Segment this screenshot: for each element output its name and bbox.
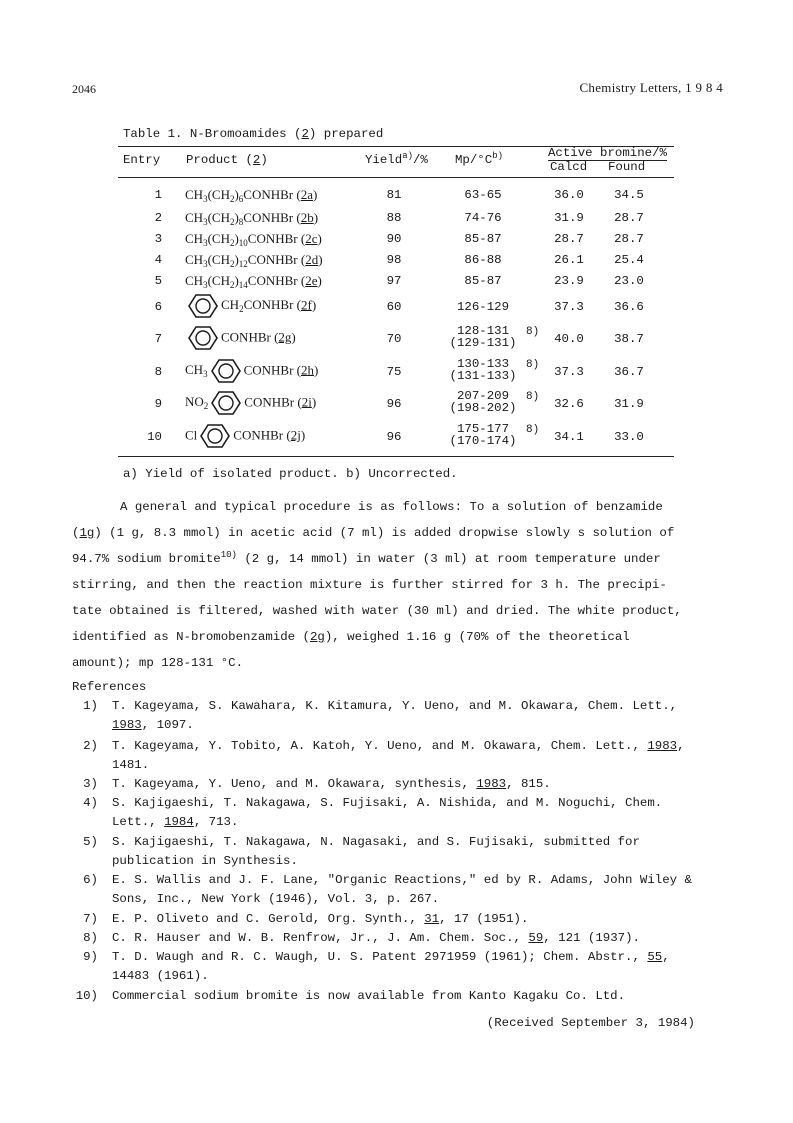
cell-calcd: 26.1 bbox=[554, 253, 584, 267]
reference-text: E. P. Oliveto and C. Gerold, Org. Synth., 31, 17 (1951). bbox=[112, 912, 529, 926]
cell-entry: 6 bbox=[154, 300, 162, 314]
reference-number: 2) bbox=[83, 739, 98, 753]
cell-found: 25.4 bbox=[614, 253, 644, 267]
reference-text: T. Kageyama, Y. Tobito, A. Katoh, Y. Ueno, and M. Okawara, Chem. Lett., 1983, 1481. bbox=[112, 739, 685, 772]
cell-calcd: 32.6 bbox=[554, 397, 584, 411]
cell-calcd: 34.1 bbox=[554, 430, 584, 444]
cell-mp: 85-87 bbox=[464, 274, 502, 288]
cell-found: 28.7 bbox=[614, 232, 644, 246]
cell-product: $NO_2$ CONHBr (2i) bbox=[185, 390, 316, 416]
benzene-ring-icon bbox=[185, 325, 221, 351]
cell-found: 33.0 bbox=[614, 430, 644, 444]
cell-mp: 74-76 bbox=[464, 211, 502, 225]
reference-number: 7) bbox=[83, 912, 98, 926]
page-number: 2046 bbox=[72, 82, 96, 96]
benzene-ring-icon bbox=[185, 293, 221, 319]
reference-number: 8) bbox=[83, 931, 98, 945]
reference-number: 4) bbox=[83, 796, 98, 810]
cell-entry: 8 bbox=[154, 365, 162, 379]
cell-entry: 10 bbox=[147, 430, 162, 444]
procedure-line-7: amount); mp 128-131 °C. bbox=[72, 656, 244, 670]
cell-product: CONHBr (2g) bbox=[185, 325, 296, 351]
table-header-rule bbox=[118, 177, 674, 178]
cell-entry: 9 bbox=[154, 397, 162, 411]
reference-number: 5) bbox=[83, 835, 98, 849]
table-bottom-rule bbox=[118, 456, 674, 457]
journal-header: Chemistry Letters, 1 9 8 4 bbox=[579, 80, 723, 95]
reference-number: 9) bbox=[83, 950, 98, 964]
cell-product: $CH_3(CH_2)_{12}CONHBr$ (2d) bbox=[185, 252, 323, 269]
cell-entry: 5 bbox=[154, 274, 162, 288]
received-date: (Received September 3, 1984) bbox=[486, 1016, 695, 1030]
reference-text: S. Kajigaeshi, T. Nakagawa, N. Nagasaki, and S. Fujisaki, submitted for publication in Synthesis. bbox=[112, 835, 640, 868]
cell-product: $CH_3$ CONHBr (2h) bbox=[185, 358, 318, 384]
procedure-line-5: tate obtained is filtered, washed with water (30 ml) and dried. The white product, bbox=[72, 604, 682, 618]
cell-entry: 2 bbox=[154, 211, 162, 225]
cell-yield: 97 bbox=[386, 274, 402, 288]
cell-calcd: 40.0 bbox=[554, 332, 584, 346]
cell-entry: 3 bbox=[154, 232, 162, 246]
reference-text: C. R. Hauser and W. B. Renfrow, Jr., J. Am. Chem. Soc., 59, 121 (1937). bbox=[112, 931, 640, 945]
cell-mp: 175-177 (170-174) 8) bbox=[449, 422, 540, 448]
header-yield: Yield$^{a)}$/% bbox=[365, 151, 428, 167]
cell-mp: 86-88 bbox=[464, 253, 502, 267]
header-mp: $Mp/^\circ C^{b)}$ bbox=[455, 151, 503, 167]
cell-mp: 128-131 (129-131) 8) bbox=[449, 324, 540, 350]
reference-number: 1) bbox=[83, 699, 98, 713]
cell-calcd: 28.7 bbox=[554, 232, 584, 246]
table-caption: Table 1. N-Bromoamides (2) prepared bbox=[123, 127, 384, 141]
benzene-ring-icon bbox=[197, 423, 233, 449]
procedure-line-2: (1g) (1 g, 8.3 mmol) in acetic acid (7 ml) is added dropwise slowly s solution of bbox=[72, 526, 675, 540]
cell-yield: 90 bbox=[386, 232, 402, 246]
cell-mp: 126-129 bbox=[456, 300, 510, 314]
cell-yield: 70 bbox=[386, 332, 402, 346]
cell-found: 28.7 bbox=[614, 211, 644, 225]
cell-entry: 4 bbox=[154, 253, 162, 267]
cell-product: $CH_2CONHBr$ (2f) bbox=[185, 293, 316, 319]
cell-calcd: 37.3 bbox=[554, 300, 584, 314]
reference-text: S. Kajigaeshi, T. Nakagawa, S. Fujisaki, A. Nishida, and M. Noguchi, Chem. Lett., 1984, 713. bbox=[112, 796, 663, 829]
cell-product: $CH_3(CH_2)_6CONHBr$ (2a) bbox=[185, 187, 318, 204]
cell-yield: 96 bbox=[386, 430, 402, 444]
references-heading: References bbox=[72, 680, 147, 694]
procedure-line-1: A general and typical procedure is as follows: To a solution of benzamide bbox=[120, 500, 663, 514]
reference-number: 10) bbox=[75, 989, 98, 1003]
cell-product: Cl CONHBr (2j) bbox=[185, 423, 305, 449]
procedure-line-3: 94.7% sodium bromite$^{10)}$ (2 g, 14 mmol) in water (3 ml) at room temperature under bbox=[72, 550, 661, 566]
cell-mp: 63-65 bbox=[464, 188, 502, 202]
cell-entry: 1 bbox=[154, 188, 162, 202]
procedure-line-4: stirring, and then the reaction mixture is further stirred for 3 h. The precipi- bbox=[72, 578, 667, 592]
reference-text: Commercial sodium bromite is now available from Kanto Kagaku Co. Ltd. bbox=[112, 989, 626, 1003]
cell-yield: 75 bbox=[386, 365, 402, 379]
cell-product: $CH_3(CH_2)_{14}CONHBr$ (2e) bbox=[185, 273, 322, 290]
cell-found: 34.5 bbox=[614, 188, 644, 202]
header-entry: Entry bbox=[123, 153, 161, 167]
header-product: Product (2) bbox=[186, 153, 268, 167]
cell-product: $CH_3(CH_2)_8CONHBr$ (2b) bbox=[185, 210, 319, 227]
reference-text: T. Kageyama, Y. Ueno, and M. Okawara, synthesis, 1983, 815. bbox=[112, 777, 551, 791]
benzene-ring-icon bbox=[208, 390, 244, 416]
header-active-bromine: Active bromine/% bbox=[548, 146, 667, 160]
cell-yield: 81 bbox=[386, 188, 402, 202]
cell-calcd: 23.9 bbox=[554, 274, 584, 288]
reference-text: T. Kageyama, S. Kawahara, K. Kitamura, Y. Ueno, and M. Okawara, Chem. Lett., 1983, 1097. bbox=[112, 699, 678, 732]
cell-yield: 60 bbox=[386, 300, 402, 314]
table-footnote: a) Yield of isolated product. b) Uncorrected. bbox=[123, 467, 458, 481]
cell-yield: 96 bbox=[386, 397, 402, 411]
cell-mp: 207-209 (198-202) 8) bbox=[449, 389, 540, 415]
reference-text: T. D. Waugh and R. C. Waugh, U. S. Patent 2971959 (1961); Chem. Abstr., 55, 14483 (1961). bbox=[112, 950, 670, 983]
benzene-ring-icon bbox=[208, 358, 244, 384]
cell-product: $CH_3(CH_2)_{10}CONHBr$ (2c) bbox=[185, 231, 322, 248]
cell-calcd: 37.3 bbox=[554, 365, 584, 379]
cell-yield: 98 bbox=[386, 253, 402, 267]
reference-number: 3) bbox=[83, 777, 98, 791]
cell-found: 38.7 bbox=[614, 332, 644, 346]
header-calcd: Calcd bbox=[550, 160, 588, 174]
cell-entry: 7 bbox=[154, 332, 162, 346]
cell-found: 36.7 bbox=[614, 365, 644, 379]
reference-text: E. S. Wallis and J. F. Lane, "Organic Reactions," ed by R. Adams, John Wiley & Sons, Inc., New York (1946), Vol. 3, p. 267. bbox=[112, 873, 692, 906]
procedure-line-6: identified as N-bromobenzamide (2g), weighed 1.16 g (70% of the theoretical bbox=[72, 630, 630, 644]
cell-mp: 85-87 bbox=[464, 232, 502, 246]
cell-found: 31.9 bbox=[614, 397, 644, 411]
cell-calcd: 36.0 bbox=[554, 188, 584, 202]
reference-number: 6) bbox=[83, 873, 98, 887]
cell-yield: 88 bbox=[386, 211, 402, 225]
cell-mp: 130-133 (131-133) 8) bbox=[449, 357, 540, 383]
cell-calcd: 31.9 bbox=[554, 211, 584, 225]
header-found: Found bbox=[608, 160, 646, 174]
cell-found: 36.6 bbox=[614, 300, 644, 314]
cell-found: 23.0 bbox=[614, 274, 644, 288]
